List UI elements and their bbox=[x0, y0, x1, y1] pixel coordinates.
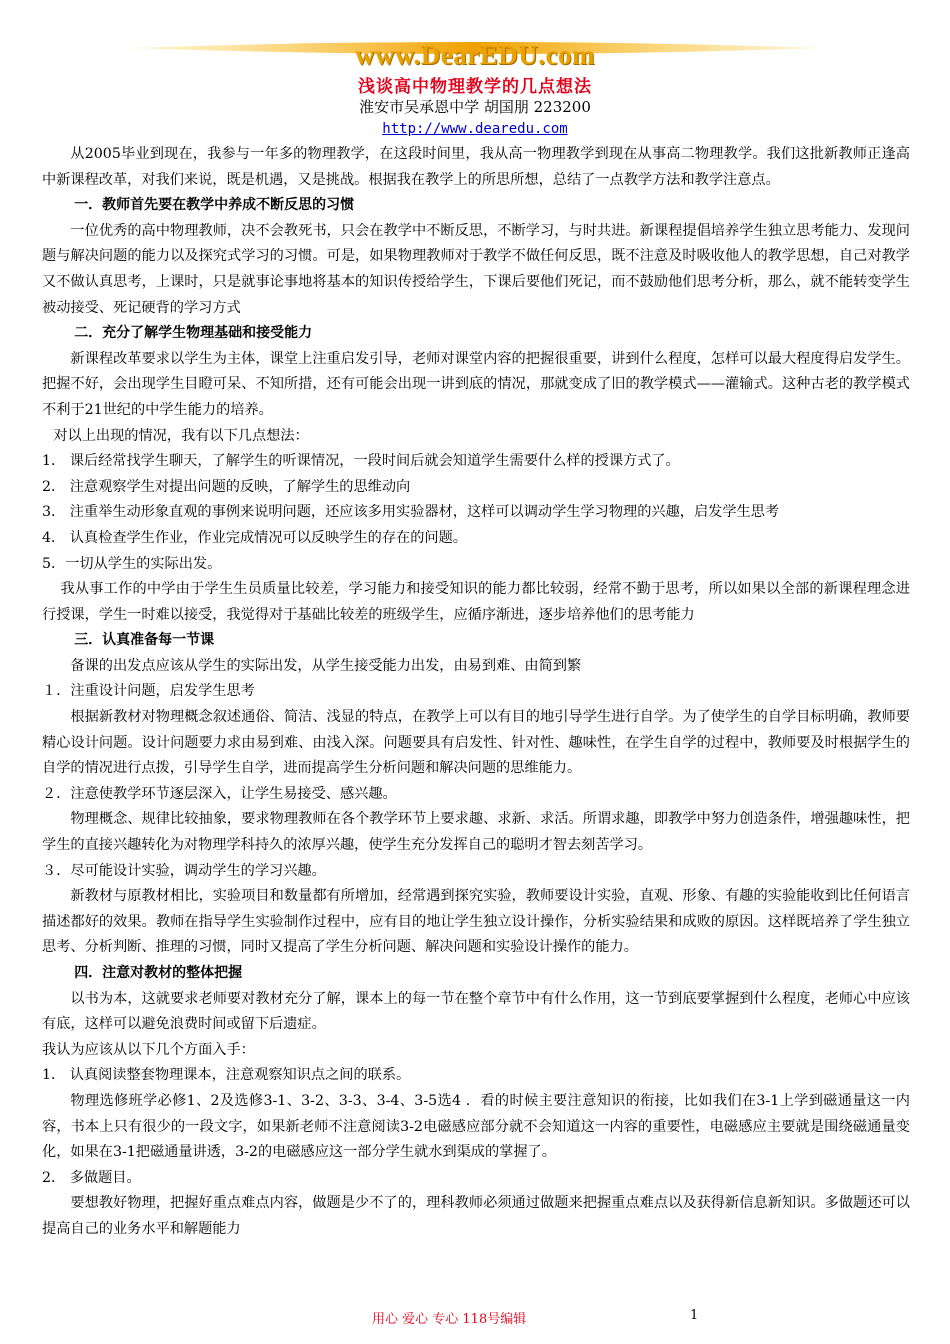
section-heading: 四．注意对教材的整体把握 bbox=[74, 965, 243, 981]
source-url bbox=[0, 121, 950, 137]
author-line: 淮安市吴承恩中学 胡国朋 223200 bbox=[359, 98, 591, 116]
paragraph: 我从事工作的中学由于学生生员质量比较差，学习能力和接受知识的能力都比较弱，经常不勤于思考，所以如果以全部的新课程理念进行授课，学生一时难以接受，我觉得对于基础比较差的班级学生，应循序渐进，逐步培养他们的思考能力 bbox=[42, 581, 910, 623]
source-link[interactable]: http://www.dearedu.com bbox=[382, 121, 568, 137]
paragraph: 根据新教材对物理概念叙述通俗、简洁、浅显的特点，在教学上可以有目的地引导学生进行自学。为了使学生的自学目标明确，教师要精心设计问题。设计问题要力求由易到难、由浅入深。问题要具有启发性、针对性、趣味性，在学生自学的过程中，教师要及时根据学生的自学的情况进行点拨，引导学生自学，进而提高学生分析问题和解决问题的思维能力。 bbox=[42, 709, 910, 777]
paragraph: 要想教好物理，把握好重点难点内容，做题是少不了的，理科教师必须通过做题来把握重点难点以及获得新信息新知识。多做题还可以提高自己的业务水平和解题能力 bbox=[42, 1195, 910, 1237]
paragraph: 新教材与原教材相比，实验项目和数量都有所增加，经常遇到探究实验，教师要设计实验，直观、形象、有趣的实验能收到比任何语言描述都好的效果。教师在指导学生实验制作过程中，应有目的地让学生独立设计操作，分析实验结果和成败的原因。这样既培养了学生独立思考、分析判断、推理的习惯，同时又提高了学生分析问题、解决问题和实验设计操作的能力。 bbox=[42, 888, 910, 956]
list-item: 3． 注重举生动形象直观的事例来说明问题，还应该多用实验器材，这样可以调动学生学习物理的兴趣，启发学生思考 bbox=[42, 504, 780, 521]
list-item: 2． 多做题目。 bbox=[42, 1169, 141, 1186]
page-number: 1 bbox=[690, 1308, 699, 1323]
paragraph: 一位优秀的高中物理教师，决不会教死书，只会在教学中不断反思，不断学习，与时共进。新课程提倡培养学生独立思考能力、发现问题与解决问题的能力以及探究式学习的习惯。可是，如果物理教师对于教学不做任何反思，既不注意及时吸收他人的教学思想，自己对教学又不做认真思考，上课时，只是就事论事地将基本的知识传授给学生，下课后要他们死记，而不鼓励他们思考分析，那么，就不能转变学生被动接受、死记硬背的学习方式 bbox=[42, 222, 910, 316]
site-banner bbox=[130, 38, 820, 70]
section-heading: 二．充分了解学生物理基础和接受能力 bbox=[74, 325, 313, 342]
paragraph: 我认为应该从以下几个方面入手： bbox=[42, 1041, 255, 1058]
footer-slogan: 用心 爱心 专心 118号编辑 bbox=[372, 1312, 527, 1327]
list-item: 1． 课后经常找学生聊天，了解学生的听课情况，一段时间后就会知道学生需要什么样的授课方式了。 bbox=[42, 453, 680, 470]
paragraph: 物理概念、规律比较抽象，要求物理教师在各个教学环节上要求趣、求新、求活。所谓求趣，即教学中努力创造条件，增强趣味性，把学生的直接兴趣转化为对物理学科持久的浓厚兴趣，使学生充分发挥自己的聪明才智去刻苦学习。 bbox=[42, 811, 910, 854]
list-item: 2． 注意观察学生对提出问题的反映，了解学生的思维动向 bbox=[42, 478, 411, 495]
list-item: １．注重设计问题，启发学生思考 bbox=[42, 683, 255, 700]
article-body bbox=[42, 142, 910, 1243]
paragraph: 新课程改革要求以学生为主体，课堂上注重启发引导，老师对课堂内容的把握很重要，讲到什么程度，怎样可以最大程度得启发学生。把握不好，会出现学生目瞪可呆、不知所措，还有可能会出现一讲到底的情况，那就变成了旧的教学模式——灌输式。这种古老的教学模式不利于21世纪的中学生能力的培养。 bbox=[42, 350, 910, 418]
list-item: 4． 认真检查学生作业，作业完成情况可以反映学生的存在的问题。 bbox=[42, 529, 467, 546]
section-heading: 一．教师首先要在教学中养成不断反思的习惯 bbox=[74, 197, 355, 214]
list-item: 1． 认真阅读整套物理课本，注意观察知识点之间的联系。 bbox=[42, 1067, 411, 1084]
paragraph: 以书为本，这就要求老师要对教材充分了解，课本上的每一节在整个章节中有什么作用，这一节到底要掌握到什么程度，老师心中应该有底，这样可以避免浪费时间或留下后遗症。 bbox=[42, 990, 910, 1033]
paragraph: 物理选修班学必修1、2及选修3-1、3-2、3-3、3-4、3-5选4 ．看的时候主要注意知识的衔接，比如我们在3-1上学到磁通量这一内容，书本上只有很少的一段文字，如果新老师不注意阅读3-2电磁感应部分就不会知道这一内容的重要性，电磁感应主要就是围绕磁通量变化，如果在3-1把磁通量讲透，3-2的电磁感应这一部分学生就水到渠成的掌握了。 bbox=[42, 1092, 910, 1161]
list-item: ２．注意使教学环节逐层深入，让学生易接受、感兴趣。 bbox=[42, 785, 397, 802]
paragraph: 从2005毕业到现在，我参与一年多的物理教学，在这段时间里，我从高一物理教学到现在从事高二物理教学。我们这批新教师正逢高中新课程改革，对我们来说，既是机遇，又是挑战。根据我在教学上的所思所想，总结了一点教学方法和教学注意点。 bbox=[42, 146, 910, 188]
list-item: ３．尽可能设计实验，调动学生的学习兴趣。 bbox=[42, 862, 326, 879]
banner-logo-text: www.DearEDU.com bbox=[355, 40, 595, 70]
section-heading: 三．认真准备每一节课 bbox=[74, 632, 215, 649]
list-item: 5．一切从学生的实际出发。 bbox=[42, 555, 222, 572]
page-title: 浅谈高中物理教学的几点想法 bbox=[358, 77, 592, 97]
paragraph: 对以上出现的情况，我有以下几点想法： bbox=[53, 427, 309, 444]
paragraph: 备课的出发点应该从学生的实际出发，从学生接受能力出发，由易到难、由简到繁 bbox=[70, 657, 582, 674]
